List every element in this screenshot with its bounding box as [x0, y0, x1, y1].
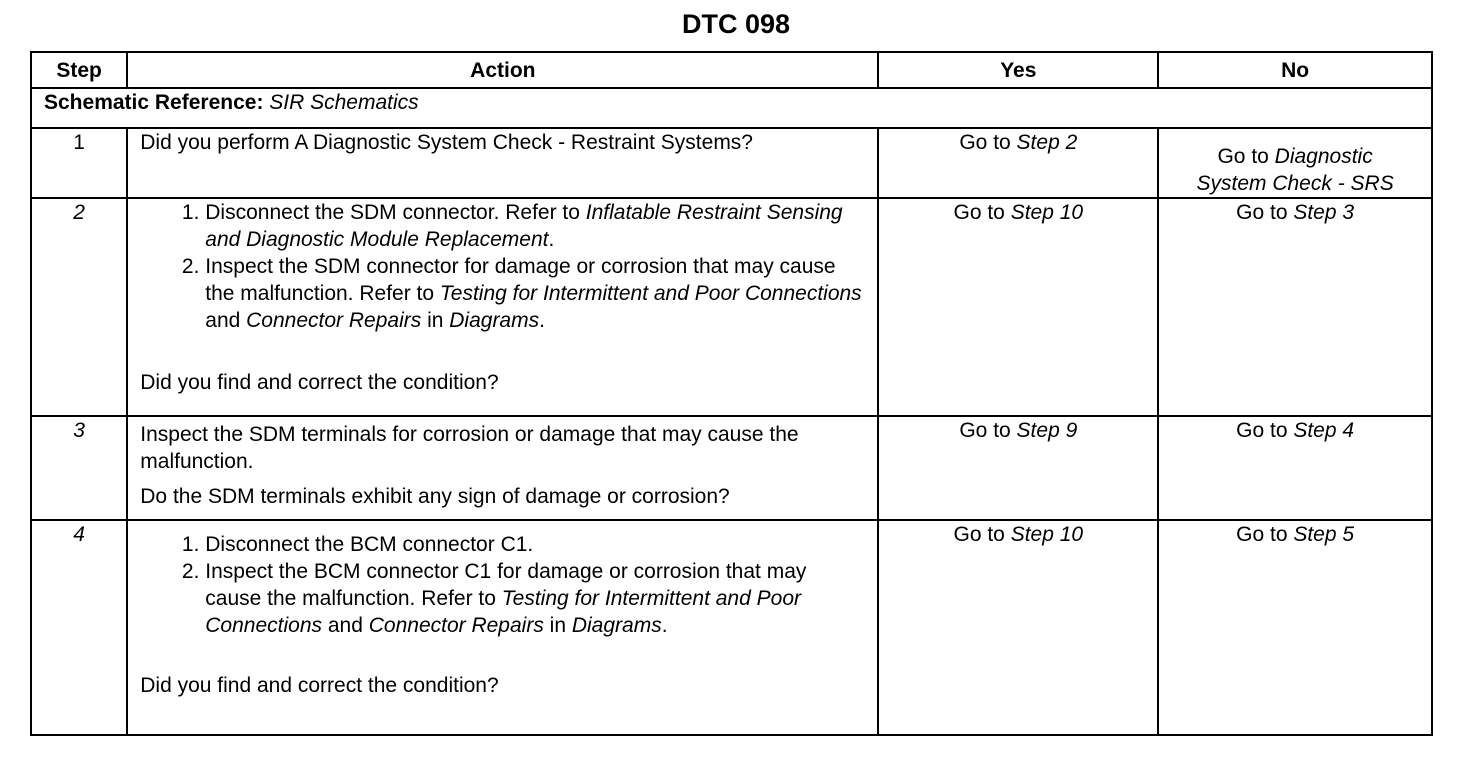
table-row — [31, 198, 1432, 416]
schematic-row — [31, 88, 1432, 128]
no-link-line2: System Check - SRS — [1196, 172, 1394, 195]
no-prefix: Go to — [1217, 145, 1275, 168]
procedure-link: Testing for Intermittent and Poor Connections — [205, 587, 801, 637]
action-cell — [127, 128, 878, 198]
page-title: DTC 098 — [681, 9, 791, 39]
yes-prefix: Go to — [959, 419, 1017, 442]
diagnostic-table — [30, 51, 1433, 736]
action-instruction: Inspect the SDM terminals for corrosion or damage that may cause the malfunction. — [140, 423, 799, 473]
no-prefix: Go to — [1236, 419, 1294, 442]
action-step-item: 2. Inspect the SDM connector for damage or corrosion that may cause the malfunction. Refer to Testing for Intermittent and Poor Connections and Connector Repairs in Diagrams. — [205, 253, 865, 334]
procedure-link: Diagrams — [449, 309, 540, 332]
procedure-link: Testing for Intermittent and Poor Connections — [439, 282, 862, 305]
action-question: Did you perform A Diagnostic System Check - Restraint Systems? — [140, 131, 753, 154]
table-row — [31, 128, 1432, 198]
table-row — [31, 416, 1432, 520]
action-cell — [127, 198, 878, 416]
header-action: Action — [127, 52, 878, 88]
action-cell — [127, 416, 878, 520]
procedure-link: Connector Repairs — [368, 614, 544, 637]
yes-step-link: Step 9 — [1016, 419, 1078, 442]
no-prefix: Go to — [1236, 201, 1294, 224]
yes-prefix: Go to — [953, 201, 1011, 224]
procedure-link: Inflatable Restraint Sensing and Diagnostic Module Replacement — [205, 201, 843, 251]
action-steps — [140, 531, 865, 639]
no-step-link: Step 4 — [1293, 419, 1355, 442]
header-step: Step — [31, 52, 127, 88]
no-cell — [1158, 128, 1432, 198]
yes-step-link: Step 2 — [1016, 131, 1078, 154]
step-number: 2 — [31, 198, 127, 416]
action-step-item: 2. Inspect the BCM connector C1 for damage or corrosion that may cause the malfunction. Refer to Testing for Intermittent and Poor Connections and Connector Repairs in Diagrams. — [205, 558, 865, 639]
action-step-item: 1. Disconnect the SDM connector. Refer to Inflatable Restraint Sensing and Diagnostic Module Replacement. — [205, 199, 865, 253]
header-no: No — [1158, 52, 1432, 88]
no-cell — [1158, 198, 1432, 416]
table-row — [31, 520, 1432, 735]
yes-cell — [878, 520, 1158, 735]
schematic-label: Schematic Reference: — [44, 91, 264, 114]
step-number: 1 — [31, 128, 127, 198]
action-question: Do the SDM terminals exhibit any sign of damage or corrosion? — [140, 485, 730, 508]
yes-prefix: Go to — [959, 131, 1017, 154]
schematic-reference — [31, 88, 1432, 128]
yes-prefix: Go to — [953, 523, 1011, 546]
no-prefix: Go to — [1236, 523, 1294, 546]
action-cell — [127, 520, 878, 735]
yes-cell — [878, 416, 1158, 520]
header-yes: Yes — [878, 52, 1158, 88]
no-cell — [1158, 416, 1432, 520]
yes-cell — [878, 198, 1158, 416]
step-number: 3 — [31, 416, 127, 520]
yes-cell — [878, 128, 1158, 198]
yes-step-link: Step 10 — [1010, 201, 1084, 224]
header-row — [31, 52, 1432, 88]
step-number: 4 — [31, 520, 127, 735]
action-question: Did you find and correct the condition? — [140, 371, 499, 394]
no-cell — [1158, 520, 1432, 735]
procedure-link: Diagrams — [571, 614, 662, 637]
action-steps — [140, 199, 865, 334]
schematic-link: SIR Schematics — [269, 91, 419, 114]
no-step-link: Step 3 — [1293, 201, 1355, 224]
yes-step-link: Step 10 — [1010, 523, 1084, 546]
procedure-link: Connector Repairs — [246, 309, 422, 332]
no-step-link: Step 5 — [1293, 523, 1355, 546]
action-step-item: 1. Disconnect the BCM connector C1. — [205, 531, 865, 558]
no-link-line1: Diagnostic — [1274, 145, 1373, 168]
action-question: Did you find and correct the condition? — [140, 674, 499, 697]
